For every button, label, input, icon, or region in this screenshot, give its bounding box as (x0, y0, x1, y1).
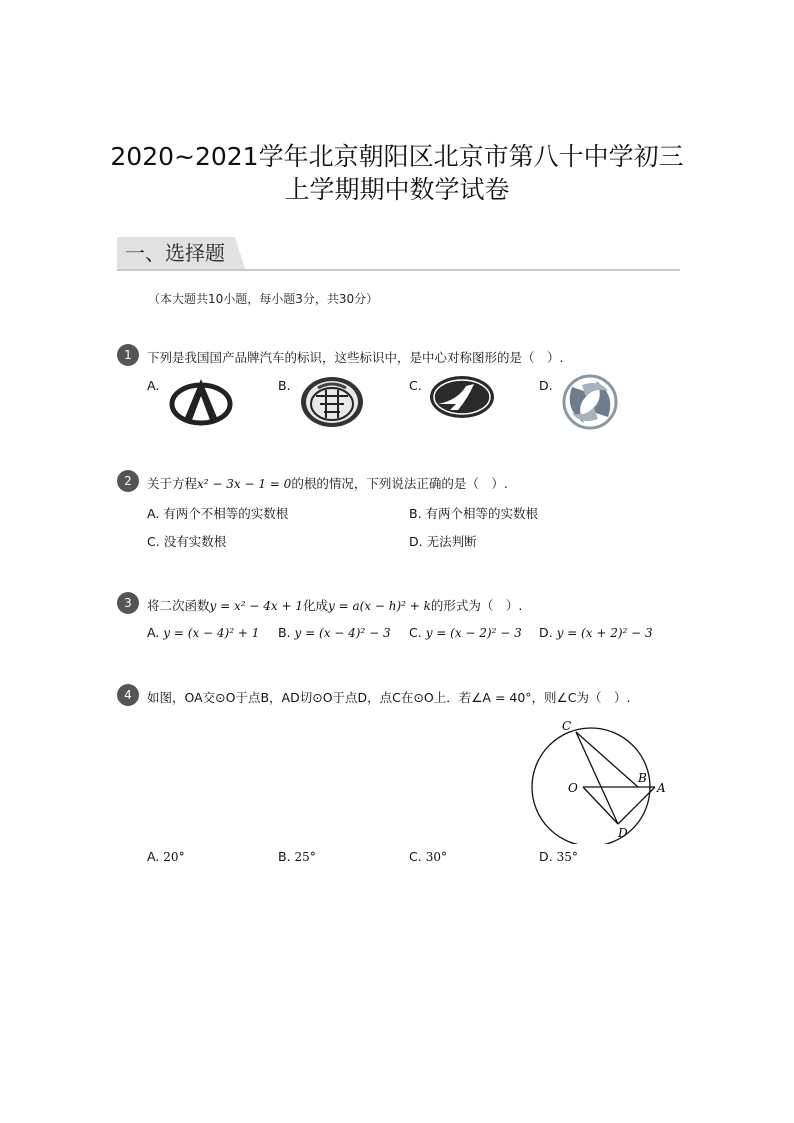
q3-option-d[interactable]: D. y = (x + 2)² − 3 (539, 625, 653, 640)
q4-option-d[interactable]: D. 35° (539, 849, 578, 864)
question-3-text (147, 596, 522, 614)
line-ad (618, 787, 655, 824)
swoosh-oval-car-logo-icon (428, 374, 496, 420)
q2-option-d[interactable]: D. 无法判断 (409, 534, 477, 549)
line-od (583, 787, 618, 824)
q1-option-b-label[interactable]: B. (278, 378, 291, 393)
page-title (60, 140, 734, 206)
question-2-text (147, 474, 508, 492)
question-number-2: 2 (117, 470, 139, 492)
grille-badge-car-logo-icon (298, 374, 366, 430)
q2-option-b[interactable]: B. 有两个相等的实数根 (409, 506, 539, 521)
label-a: A (657, 781, 666, 795)
question-4-text: 如图，OA交⊙O于点B，AD切⊙O于点D，点C在⊙O上．若∠A = 40°，则∠C为（ ）. (147, 690, 631, 705)
interlocking-crescent-car-logo-icon (560, 373, 620, 431)
question-1-text: 下列是我国国产品牌汽车的标识，这些标识中，是中心对称图形的是（ ）. (147, 350, 564, 365)
line-cd (576, 732, 618, 824)
q2-option-a[interactable]: A. 有两个不相等的实数根 (147, 506, 289, 521)
circle-tangent-figure (520, 714, 680, 844)
label-c: C (562, 719, 572, 733)
q3-option-a[interactable]: A. y = (x − 4)² + 1 (147, 625, 260, 640)
label-d: D (618, 826, 628, 840)
q3-text-pre: 将二次函数 (147, 598, 210, 613)
q2-text-pre: 关于方程 (147, 476, 198, 491)
q4-option-c[interactable]: C. 30° (409, 849, 447, 864)
label-o: O (568, 781, 578, 795)
q1-option-a-label[interactable]: A. (147, 378, 160, 393)
label-b: B (638, 771, 647, 785)
q2-text-post: 的根的情况，下列说法正确的是（ ）. (291, 476, 508, 491)
question-number-3: 3 (117, 592, 139, 614)
title-line-1: 2020~2021学年北京朝阳区北京市第八十中学初三 (110, 142, 684, 171)
q2-equation: x² − 3x − 1 = 0 (197, 477, 292, 491)
question-number-1: 1 (117, 344, 139, 366)
section-label: 一、选择题 (125, 241, 225, 265)
question-number-4: 4 (117, 684, 139, 706)
q3-option-b[interactable]: B. y = (x − 4)² − 3 (278, 625, 391, 640)
title-line-2: 上学期期中数学试卷 (284, 175, 510, 204)
section-header (117, 237, 680, 271)
triangle-ring-car-logo-icon (166, 376, 236, 428)
q3-text-post: 的形式为（ ）. (430, 598, 523, 613)
q3-text-mid: 化成 (302, 598, 328, 613)
q3-function: y = x² − 4x + 1 (209, 599, 303, 613)
section-divider (117, 269, 680, 271)
q3-vertex-form: y = a(x − h)² + k (327, 599, 431, 613)
q3-option-c[interactable]: C. y = (x − 2)² − 3 (409, 625, 522, 640)
section-note: （本大题共10小题，每小题3分，共30分） (148, 292, 379, 306)
q2-option-c[interactable]: C. 没有实数根 (147, 534, 227, 549)
line-cb (576, 732, 638, 787)
q4-option-a[interactable]: A. 20° (147, 849, 185, 864)
q1-option-d-label[interactable]: D. (539, 378, 553, 393)
q1-option-c-label[interactable]: C. (409, 378, 422, 393)
q4-option-b[interactable]: B. 25° (278, 849, 316, 864)
